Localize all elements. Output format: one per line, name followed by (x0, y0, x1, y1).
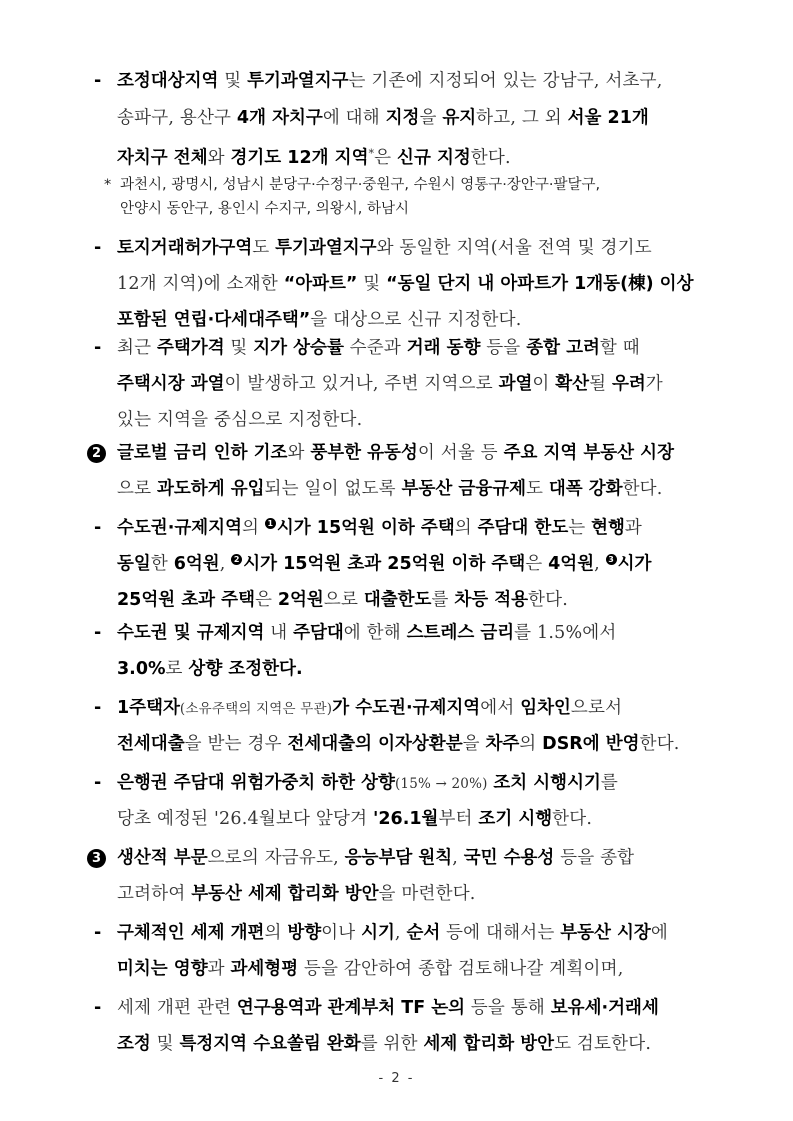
dash-bullet: - (94, 698, 102, 718)
text-line (117, 552, 651, 576)
text-line (117, 441, 674, 465)
plain-text: 등에 대해서는 (440, 923, 561, 943)
text-line (117, 588, 568, 612)
text-line (117, 696, 622, 721)
footnote-reference: * (368, 147, 375, 160)
plain-text: 및 (150, 1034, 180, 1054)
plain-text: 할 때 (599, 338, 640, 358)
emphasis-text: “동일 단지 내 아파트가 1개동(棟) 이상 (386, 274, 694, 294)
plain-text: , (219, 554, 232, 574)
emphasis-text: 6억원 (173, 554, 220, 574)
emphasis-text: 주요 지역 부동산 시장 (503, 443, 674, 463)
emphasis-text: 시가 (617, 554, 652, 574)
text-line (117, 882, 476, 906)
plain-text: 에 대해 (322, 108, 386, 128)
plain-text: 등을 (480, 338, 527, 358)
plain-text: 등을 종합 (554, 848, 635, 868)
emphasis-text: 풍부한 유동성 (310, 443, 418, 463)
emphasis-text: 상향 조정한다. (188, 659, 303, 679)
plain-text: 으로서 (570, 698, 623, 718)
emphasis-text: 글로벌 금리 인하 기조 (117, 443, 288, 463)
plain-text: 에서 (480, 698, 521, 718)
plain-text: 가 (645, 374, 663, 394)
emphasis-text: 스트레스 금리 (406, 623, 515, 643)
plain-text: 은 (525, 554, 549, 574)
plain-text: 도 (252, 238, 276, 258)
emphasis-text: 동일 (117, 554, 151, 574)
plain-text: 을 대상으로 신규 지정한다. (310, 310, 522, 330)
emphasis-text: 미치는 영향 (117, 959, 208, 979)
emphasis-text: 확산 (555, 374, 590, 394)
emphasis-text: 현행 (591, 518, 625, 538)
plain-text: 의 (264, 923, 288, 943)
text-line (117, 657, 303, 681)
plain-text: 는 (568, 518, 592, 538)
emphasis-text: 임차인 (520, 698, 571, 718)
emphasis-text: 종합 고려 (526, 338, 600, 358)
plain-text: 12개 지역)에 소재한 (117, 274, 284, 294)
plain-text: 을 마련한다. (378, 884, 476, 904)
emphasis-text: 4개 자치구 (236, 108, 323, 128)
emphasis-text: 전세대출 (117, 734, 185, 754)
dash-bullet: - (94, 773, 102, 793)
emphasis-text: 국민 수용성 (463, 848, 555, 868)
plain-text: 도 (525, 479, 549, 499)
emphasis-text: 지정 (385, 108, 420, 128)
emphasis-text: 부동산 시장 (560, 923, 651, 943)
plain-text: 의 (241, 518, 265, 538)
emphasis-text: 조정대상지역 (117, 71, 219, 91)
text-line (117, 69, 663, 93)
emphasis-text: 경기도 12개 지역 (230, 148, 369, 168)
plain-text: 를 1.5%에서 (514, 623, 617, 643)
plain-text: 등을 감안하여 종합 검토해나갈 계획이며, (298, 959, 624, 979)
emphasis-text: 토지거래허가구역 (117, 238, 253, 258)
plain-text: 를 위한 (360, 1034, 424, 1054)
emphasis-text: 2억원 (277, 590, 324, 610)
plain-text: 및 (357, 274, 387, 294)
emphasis-text: 수도권 및 규제지역 (117, 623, 265, 643)
emphasis-text: 과열 (498, 374, 533, 394)
emphasis-text: DSR에 반영 (542, 734, 640, 754)
plain-text: 으로의 자금유도, (207, 848, 345, 868)
plain-text: 한다. (622, 479, 663, 499)
plain-text: 을 받는 경우 (184, 734, 288, 754)
plain-text: 으로 (323, 590, 364, 610)
emphasis-text: 세제 합리화 방안 (423, 1034, 555, 1054)
circled-number-3-icon: 3 (606, 554, 617, 565)
emphasis-text: 포함된 연립·다세대주택” (117, 310, 311, 330)
circled-number-3-icon: 3 (87, 849, 106, 868)
emphasis-text: '26.1월 (372, 809, 439, 829)
emphasis-text: 시가 15억원 초과 25억원 이하 주택 (243, 554, 526, 574)
plain-text: 을 (419, 108, 443, 128)
plain-text: 과 (207, 959, 231, 979)
circled-number-1-icon: 1 (265, 518, 276, 529)
emphasis-text: 서울 21개 (567, 108, 649, 128)
plain-text: 도 검토한다. (554, 1034, 652, 1054)
emphasis-text: 우려 (611, 374, 646, 394)
emphasis-text: 유지 (442, 108, 477, 128)
plain-text: 이 (532, 374, 556, 394)
plain-text: 는 기존에 지정되어 있는 강남구, 서초구, (348, 71, 663, 91)
emphasis-text: 주택시장 과열 (117, 374, 225, 394)
text-line (117, 142, 511, 170)
plain-text: 될 (589, 374, 612, 394)
emphasis-text: 주담대 한도 (477, 518, 569, 538)
emphasis-text: 조기 시행 (478, 809, 553, 829)
emphasis-text: 전세대출의 이자상환분 (287, 734, 463, 754)
emphasis-text: 시가 15억원 이하 주택 (276, 518, 455, 538)
emphasis-text: 생산적 부문 (117, 848, 208, 868)
plain-text: 및 (218, 71, 248, 91)
dash-bullet: - (94, 518, 102, 538)
emphasis-text: 가 수도권·규제지역 (332, 698, 481, 718)
emphasis-text: 자치구 전체 (117, 148, 208, 168)
footnote-asterisk: * (104, 177, 112, 193)
emphasis-text: 과도하게 유입 (156, 479, 265, 499)
plain-text: , (452, 848, 464, 868)
plain-text: 으로 (117, 479, 157, 499)
emphasis-text: 1주택자 (117, 698, 180, 718)
footnote-line: 과천시, 광명시, 성남시 분당구·수정구·중원구, 수원시 영통구·장안구·팔달구, (120, 177, 601, 193)
emphasis-text: 25억원 초과 주택 (117, 590, 255, 610)
plain-text: 와 동일한 지역(서울 전역 및 경기도 (376, 238, 652, 258)
emphasis-text: 부동산 금융규제 (401, 479, 526, 499)
emphasis-text: 시기 (361, 923, 395, 943)
emphasis-text: 순서 (406, 923, 441, 943)
text-line (117, 996, 659, 1020)
text-line (117, 1032, 651, 1056)
plain-text: 최근 (117, 338, 157, 358)
text-line (117, 921, 668, 945)
plain-text: 를 (600, 773, 618, 793)
emphasis-text: 지가 상승률 (253, 338, 344, 358)
text-line (117, 516, 642, 540)
plain-text: 에 한해 (343, 623, 407, 643)
plain-text: 로 (165, 659, 189, 679)
emphasis-text: 주담대 (293, 623, 344, 643)
emphasis-text: 과세형평 (230, 959, 299, 979)
plain-text: 의 (454, 518, 478, 538)
parenthetical-text: (15% → 20%) (394, 776, 488, 792)
plain-text: 하고, 그 외 (476, 108, 568, 128)
emphasis-text: 조치 시행시기 (493, 773, 601, 793)
plain-text: 한다. (470, 148, 511, 168)
text-line (117, 477, 663, 501)
plain-text: 수준과 (343, 338, 407, 358)
dash-bullet: - (94, 998, 102, 1018)
dash-bullet: - (94, 623, 102, 643)
page-number: - 2 - (378, 1071, 415, 1086)
plain-text: 은 (254, 590, 278, 610)
text-line (117, 771, 618, 796)
text-line (117, 957, 624, 981)
emphasis-text: “아파트” (283, 274, 358, 294)
text-line (117, 732, 680, 756)
circled-number-2-icon: 2 (231, 554, 242, 565)
plain-text: 및 (224, 338, 254, 358)
plain-text: 송파구, 용산구 (117, 108, 237, 128)
plain-text: 한 (150, 554, 174, 574)
emphasis-text: 보유세·거래세 (550, 998, 659, 1018)
emphasis-text: 연구용역과 관계부처 TF 논의 (236, 998, 466, 1018)
plain-text: 고려하여 (117, 884, 192, 904)
emphasis-text: 은행권 주담대 위험가중치 하한 상향 (117, 773, 395, 793)
plain-text: 을 (462, 734, 486, 754)
dash-bullet: - (94, 923, 102, 943)
plain-text: 한다. (528, 590, 569, 610)
emphasis-text: 주택가격 (156, 338, 225, 358)
plain-text: 은 (374, 148, 398, 168)
plain-text: 와 (287, 443, 311, 463)
emphasis-text: 부동산 세제 합리화 방안 (191, 884, 379, 904)
emphasis-text: 응능부담 원칙 (344, 848, 453, 868)
emphasis-text: 거래 동향 (406, 338, 481, 358)
circled-number-2-icon: 2 (87, 444, 106, 463)
plain-text: 이 서울 등 (417, 443, 504, 463)
emphasis-text: 구체적인 세제 개편 (117, 923, 265, 943)
plain-text: 이나 (321, 923, 362, 943)
footnote-line: 안양시 동안구, 용인시 수지구, 의왕시, 하남시 (120, 201, 409, 217)
emphasis-text: 차주 (485, 734, 520, 754)
dash-bullet: - (94, 238, 102, 258)
text-line (117, 372, 663, 396)
parenthetical-text: (소유주택의 지역은 무관) (179, 701, 333, 717)
plain-text: 부터 (438, 809, 479, 829)
dash-bullet: - (94, 338, 102, 358)
emphasis-text: 대폭 강화 (548, 479, 623, 499)
emphasis-text: 차등 적용 (454, 590, 529, 610)
plain-text: 당초 예정된 '26.4월보다 앞당겨 (117, 809, 373, 829)
plain-text: 를 (431, 590, 455, 610)
emphasis-text: 특정지역 수요쏠림 완화 (179, 1034, 361, 1054)
emphasis-text: 수도권·규제지역 (117, 518, 242, 538)
text-line (117, 621, 617, 645)
text-line (117, 308, 522, 332)
plain-text: 한다. (552, 809, 593, 829)
plain-text: 의 (519, 734, 543, 754)
plain-text: , (594, 554, 606, 574)
plain-text: 에 (650, 923, 668, 943)
plain-text: 과 (624, 518, 643, 538)
dash-bullet: - (94, 71, 102, 91)
emphasis-text: 대출한도 (363, 590, 432, 610)
emphasis-text: 투기과열지구 (275, 238, 377, 258)
plain-text: 되는 일이 없도록 (264, 479, 402, 499)
emphasis-text: 신규 지정 (397, 148, 471, 168)
plain-text: , (394, 923, 407, 943)
plain-text: 있는 지역을 중심으로 지정한다. (117, 410, 363, 430)
plain-text: 세제 개편 관련 (117, 998, 237, 1018)
plain-text: 이 발생하고 있거나, 주변 지역으로 (224, 374, 499, 394)
plain-text: 등을 통해 (465, 998, 551, 1018)
emphasis-text: 조정 (117, 1034, 151, 1054)
text-line (117, 336, 640, 360)
text-line (117, 846, 634, 870)
emphasis-text: 투기과열지구 (247, 71, 349, 91)
text-line (117, 236, 652, 260)
text-line (117, 106, 649, 130)
emphasis-text: 3.0% (117, 659, 166, 679)
plain-text: 한다. (639, 734, 680, 754)
text-line (117, 408, 362, 432)
emphasis-text: 4억원 (548, 554, 595, 574)
plain-text: 내 (264, 623, 294, 643)
text-line (117, 272, 693, 296)
emphasis-text: 방향 (287, 923, 322, 943)
text-line (117, 807, 592, 831)
plain-text: 와 (207, 148, 231, 168)
